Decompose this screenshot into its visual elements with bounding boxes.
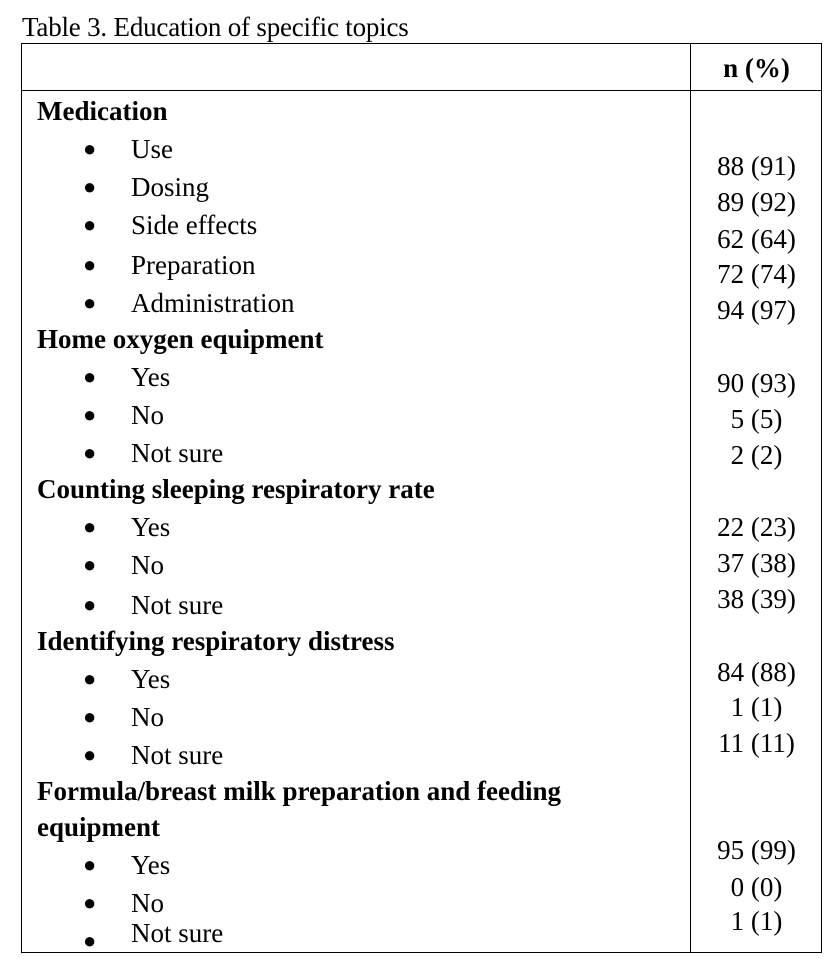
row-label: Not sure xyxy=(131,740,224,770)
row-label: Preparation xyxy=(131,250,256,280)
row-value: 84 (88) xyxy=(717,657,796,687)
row-label: Administration xyxy=(131,288,295,318)
row-label: Yes xyxy=(131,362,171,392)
row-value: 37 (38) xyxy=(717,548,796,578)
section-title-respiratory-rate: Counting sleeping respiratory rate xyxy=(37,474,435,504)
column-header-n-percent: n (%) xyxy=(723,53,790,83)
bullet-icon: ● xyxy=(83,174,97,199)
row-label: No xyxy=(131,400,164,430)
row-value: 1 (1) xyxy=(730,906,783,936)
row-label: No xyxy=(131,550,164,580)
row-value: 11 (11) xyxy=(718,728,795,758)
table-caption: Table 3. Education of specific topics xyxy=(22,12,409,42)
bullet-icon: ● xyxy=(83,666,97,691)
bullet-icon: ● xyxy=(83,592,97,617)
bullet-icon: ● xyxy=(83,136,97,161)
row-value: 62 (64) xyxy=(717,224,796,254)
bullet-icon: ● xyxy=(83,852,97,877)
row-label: Side effects xyxy=(131,210,258,240)
section-title-medication: Medication xyxy=(37,96,168,126)
section-title-home-oxygen: Home oxygen equipment xyxy=(37,324,324,354)
row-label: No xyxy=(131,888,164,918)
row-label: Yes xyxy=(131,664,171,694)
bullet-icon: ● xyxy=(83,402,97,427)
data-table xyxy=(21,43,822,953)
row-value: 38 (39) xyxy=(717,584,796,614)
bullet-icon: ● xyxy=(83,364,97,389)
bullet-icon: ● xyxy=(83,928,97,953)
section-title-formula-feeding: Formula/breast milk preparation and feeding xyxy=(37,776,562,806)
row-value: 2 (2) xyxy=(730,440,783,470)
row-label: Yes xyxy=(131,850,171,880)
column-divider xyxy=(690,44,691,952)
row-label: Use xyxy=(131,134,173,164)
row-value: 90 (93) xyxy=(717,368,796,398)
row-label: Not sure xyxy=(131,438,224,468)
bullet-icon: ● xyxy=(83,514,97,539)
row-label: Not sure xyxy=(131,918,224,948)
bullet-icon: ● xyxy=(83,552,97,577)
section-title-formula-feeding-continued: equipment xyxy=(37,812,161,842)
row-label: No xyxy=(131,702,164,732)
section-title-respiratory-distress: Identifying respiratory distress xyxy=(37,626,395,656)
header-divider xyxy=(22,90,821,91)
row-label: Dosing xyxy=(131,172,210,202)
bullet-icon: ● xyxy=(83,890,97,915)
row-value: 72 (74) xyxy=(717,259,796,289)
bullet-icon: ● xyxy=(83,704,97,729)
row-value: 95 (99) xyxy=(717,835,796,865)
row-value: 5 (5) xyxy=(730,404,783,434)
row-value: 89 (92) xyxy=(717,187,796,217)
row-value: 94 (97) xyxy=(717,295,796,325)
bullet-icon: ● xyxy=(83,212,97,237)
row-value: 88 (91) xyxy=(717,151,796,181)
row-label: Not sure xyxy=(131,590,224,620)
row-value: 22 (23) xyxy=(717,512,796,542)
bullet-icon: ● xyxy=(83,742,97,767)
row-label: Yes xyxy=(131,512,171,542)
bullet-icon: ● xyxy=(83,440,97,465)
row-value: 1 (1) xyxy=(730,692,783,722)
bullet-icon: ● xyxy=(83,252,97,277)
bullet-icon: ● xyxy=(83,290,97,315)
row-value: 0 (0) xyxy=(730,872,783,902)
